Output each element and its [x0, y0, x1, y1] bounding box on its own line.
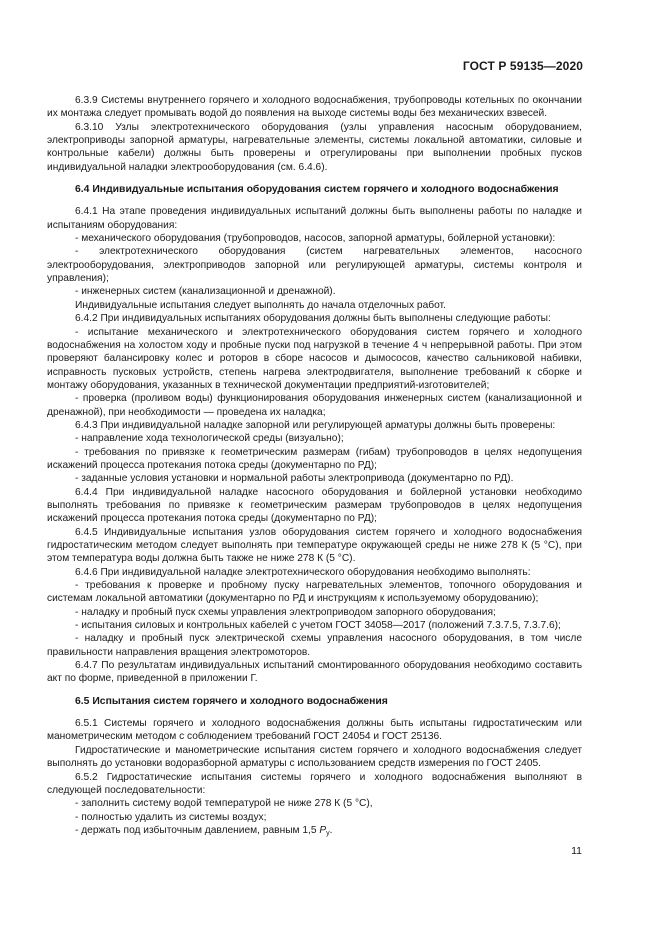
list-item: - инженерных систем (канализационной и дренажной). [75, 286, 336, 298]
paragraph-6-3-10: 6.3.10 Узлы электротехнического оборудования (узлы управления насосным оборудованием, электроприводы запорной арматуры, нагревательные элементы, системы локальной автоматики, силовые и контрольные кабели) должны быть проверены и отрегулированы при выполнении пробных пусков индивидуальной наладки электрооборудования (см. 6.4.6). [47, 121, 582, 173]
paragraph-text: Гидростатические и манометрические испытания систем горячего и холодного водоснабжения следует выполнять до установки водоразборной арматуры с использованием средств измерения по ГОСТ 2405. [47, 744, 582, 770]
paragraph-6-4-6: 6.4.6 При индивидуальной наладке электротехнического оборудования необходимо выполнять: [75, 566, 531, 578]
list-item: - испытание механического и электротехнического оборудования систем горячего и холодного водоснабжения на холостом ходу и пробные пуски под нагрузкой в течение 4 ч непрерывной работы. При этом проверяют балансировку колес и роторов в сборе насосов и дымососов, качество сальниковой набивки, исправность пусковых устройств, степень нагрева электродвигателя, выполнение требований к сборке и монтажу оборудования, указанных в технической документации предприятий-изготовителей; [47, 326, 582, 391]
formula-end: . [329, 824, 333, 836]
section-heading-6-5: 6.5 Испытания систем горячего и холодного водоснабжения [75, 695, 388, 707]
list-item: - направление хода технологической среды (визуально); [75, 433, 344, 445]
document-body [47, 94, 582, 840]
list-item: - механического оборудования (трубопроводов, насосов, запорной арматуры, бойлерной установки): [75, 233, 556, 245]
list-item: - заполнить систему водой температурой не ниже 278 К (5 °С), [75, 798, 373, 810]
list-item-pressure [47, 824, 582, 840]
pressure-symbol: P [319, 824, 327, 836]
paragraph-6-4-1: 6.4.1 На этапе проведения индивидуальных испытаний должны быть выполнены работы по наладке и испытаниям оборудования: [47, 206, 582, 231]
list-item: - полностью удалить из системы воздух; [75, 811, 267, 823]
paragraph-6-5-1: 6.5.1 Системы горячего и холодного водоснабжения должны быть испытаны гидростатическим или манометрическим методом с соблюдением требований ГОСТ 24054 и ГОСТ 25136. [47, 718, 582, 743]
list-item: - электротехнического оборудования (систем нагревательных элементов, насосного электрооборудования, электроприводов запорной или регулирующей арматуры, системы контроля и управления); [47, 246, 582, 285]
list-item: - требования по привязке к геометрическим размерам (гибам) трубопроводов в целях недопущения искажений процесса протекания потока среды (документарно по РД); [47, 446, 582, 471]
list-item: - заданные условия установки и нормальной работы электропривода (документарно по РД). [75, 473, 514, 485]
paragraph-6-4-5: 6.4.5 Индивидуальные испытания узлов оборудования систем горячего и холодного водоснабжения гидростатическим методом следует выполнять при температуре окружающей среды не ниже 278 К (5 °С), при этом температура воды должна быть также не ниже 278 К (5 °С). [47, 526, 582, 565]
list-item: - наладку и пробный пуск схемы управления электроприводом запорного оборудования; [75, 606, 496, 618]
paragraph-6-3-9: 6.3.9 Системы внутреннего горячего и холодного водоснабжения, трубопроводы котельных по окончании их монтажа следует промывать водой до появления на выходе системы воды без механических взвесей. [47, 95, 582, 120]
list-item: - требования к проверке и пробному пуску нагревательных элементов, топочного оборудования и системам локальной автоматики (документарно по РД и инструкциям к используемому оборудованию); [47, 580, 582, 605]
section-heading-6-4: 6.4 Индивидуальные испытания оборудования систем горячего и холодного водоснабжения [75, 184, 559, 196]
paragraph-6-4-2: 6.4.2 При индивидуальных испытаниях оборудования должны быть выполнены следующие работы: [75, 313, 551, 325]
list-item-text: - держать под избыточным давлением, равным 1,5 [75, 824, 320, 836]
standard-code: ГОСТ Р 59135—2020 [462, 59, 583, 73]
list-item: - наладку и пробный пуск электрической схемы управления насосного оборудования, в том числе правильности направления вращения электромоторов. [47, 633, 582, 658]
paragraph-text: Индивидуальные испытания следует выполнять до начала отделочных работ. [75, 299, 446, 311]
pressure-subscript: у [326, 829, 330, 837]
list-item: - испытания силовых и контрольных кабелей с учетом ГОСТ 34058—2017 (положений 7.3.7.5, 7.3.7.6); [75, 620, 561, 632]
paragraph-6-4-4: 6.4.4 При индивидуальной наладке насосного оборудования и бойлерной установки необходимо выполнять требования по привязке к геометрическим размерам трубопроводов в целях недопущения искажений процесса протекания потока среды (документарно по РД); [47, 486, 582, 525]
paragraph-6-4-3: 6.4.3 При индивидуальной наладке запорной или регулирующей арматуры должны быть проверены: [75, 419, 556, 431]
page-number: 11 [571, 845, 582, 857]
paragraph-6-5-2: 6.5.2 Гидростатические испытания системы горячего и холодного водоснабжения выполняют в следующей последовательности: [47, 771, 582, 796]
list-item: - проверка (проливом воды) функционирования оборудования инженерных систем (канализационной и дренажной), при необходимости — проведена их наладка; [47, 393, 582, 418]
paragraph-6-4-7: 6.4.7 По результатам индивидуальных испытаний смонтированного оборудования необходимо составить акт по форме, приведенной в приложении Г. [47, 660, 582, 685]
